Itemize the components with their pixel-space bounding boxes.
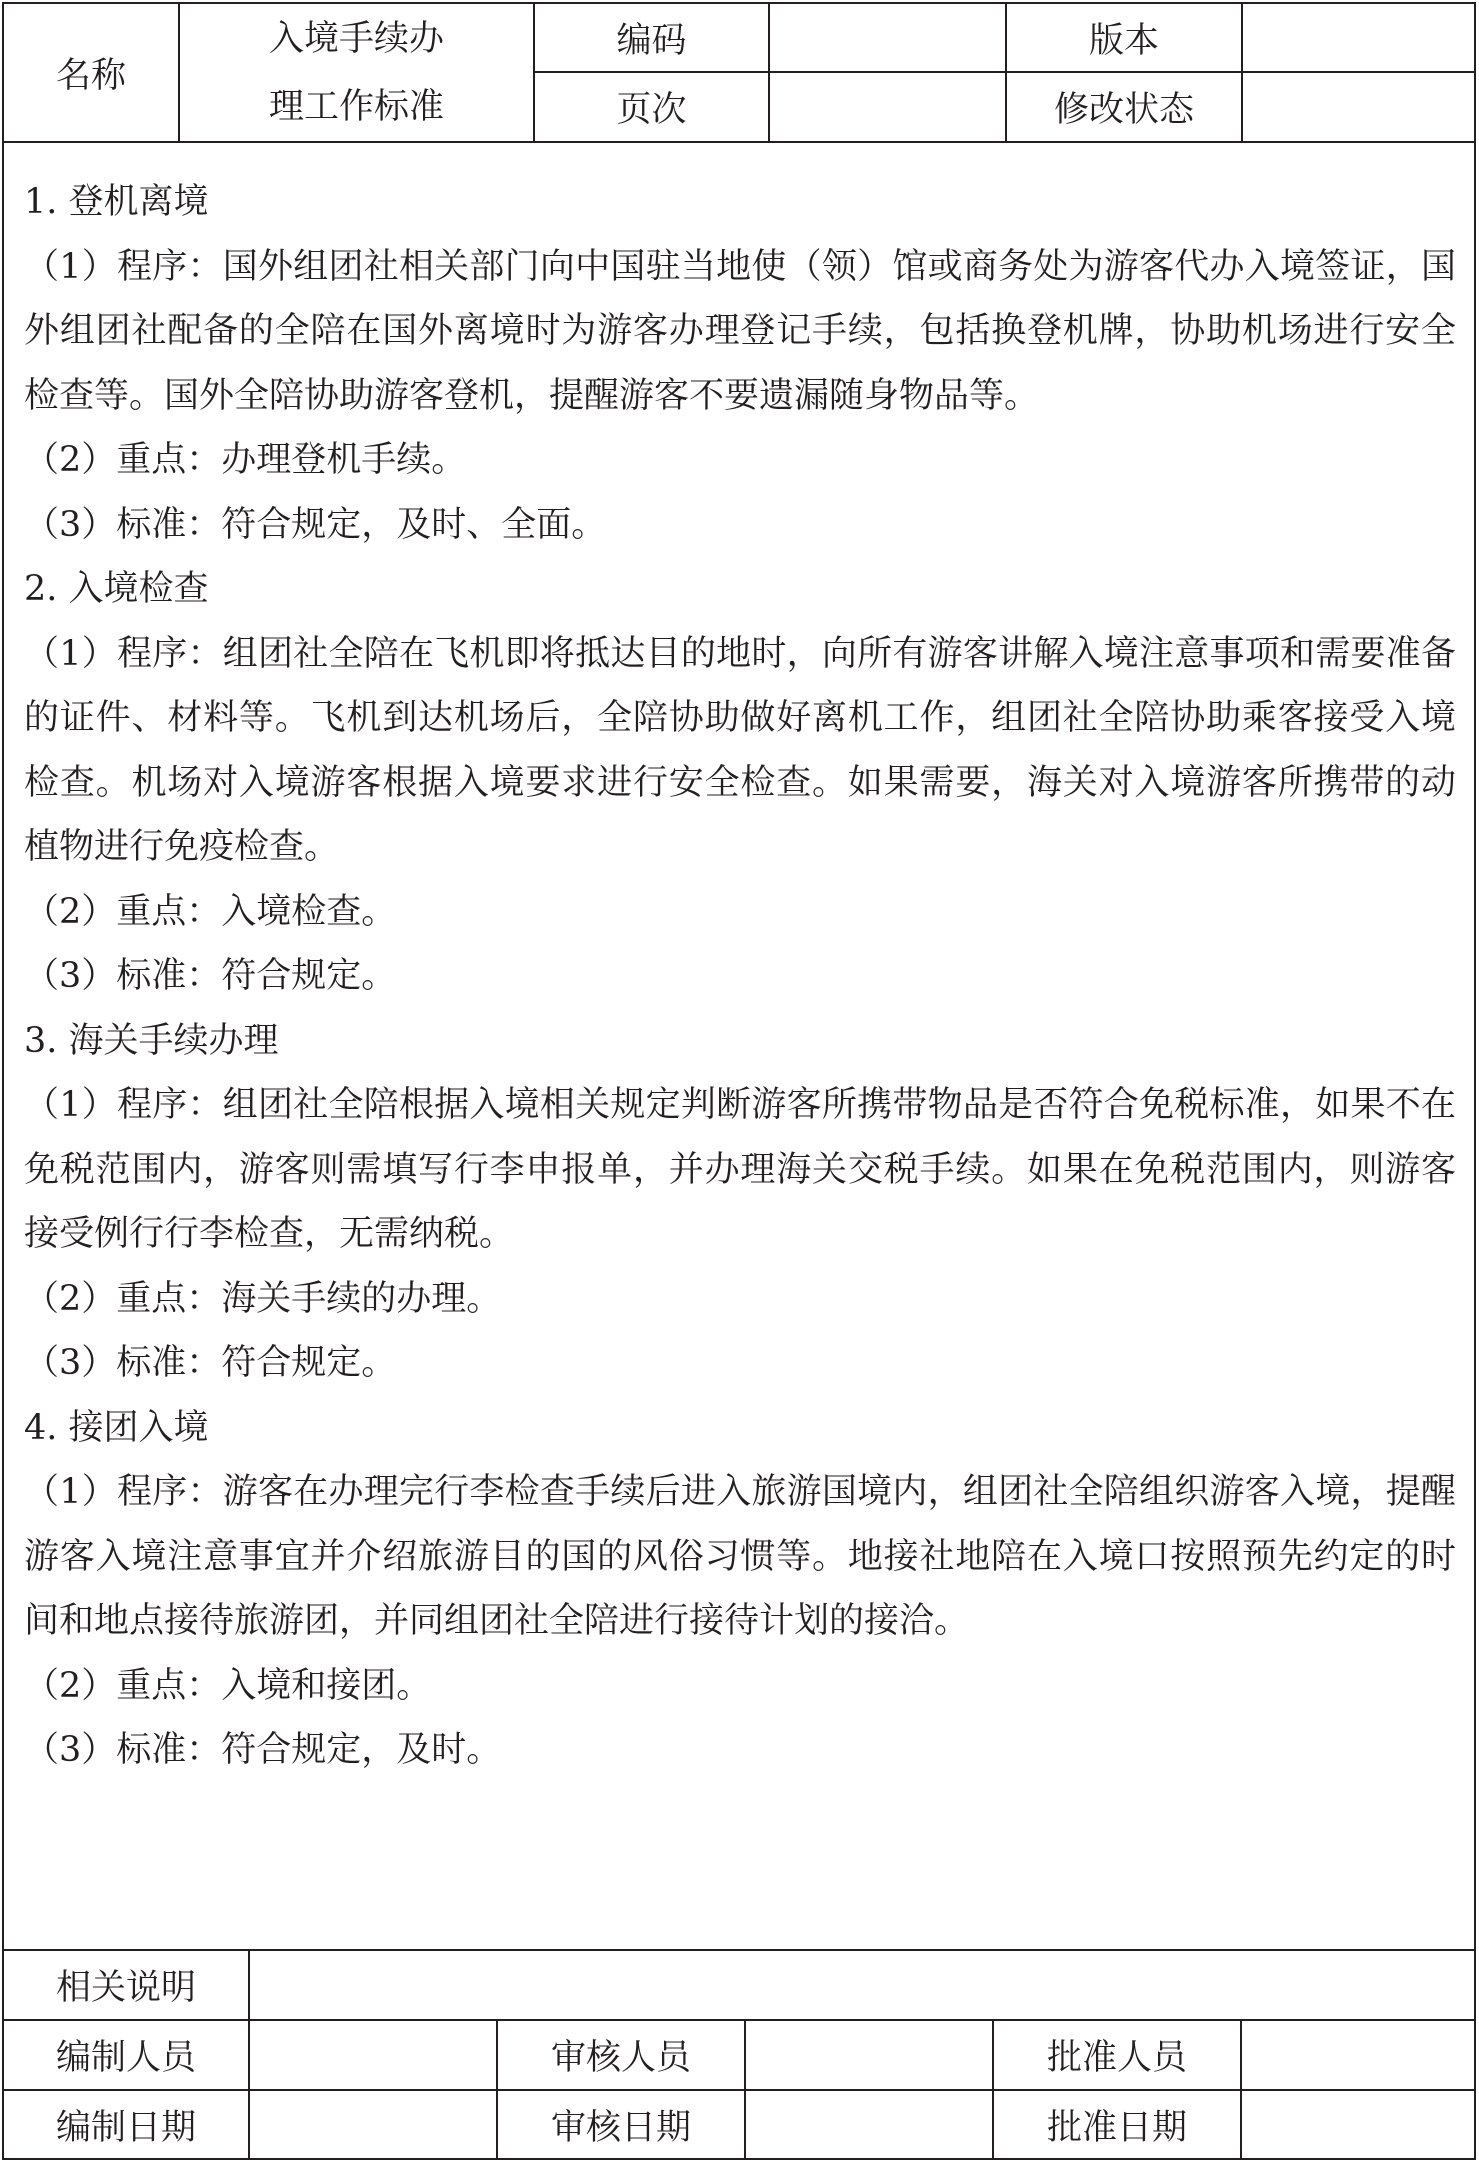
section-item: （2）重点：入境和接团。 xyxy=(24,1665,432,1706)
section-item: （1）程序：组团社全陪根据入境相关规定判断游客所携带物品是否符合免税标准，如果不在免税范围内，游客则需填写行李申报单，并办理海关交税手续。如果在免税范围内，则游客接受例行行李检查，无需纳税。 xyxy=(24,1085,1456,1254)
notes-value xyxy=(250,1951,1474,2019)
page-label: 页次 xyxy=(616,90,687,130)
compile-date-value xyxy=(250,2091,496,2159)
name-value xyxy=(180,4,533,141)
section-item: （1）程序：游客在办理完行李检查手续后进入旅游国境内，组团社全陪组织游客入境，提醒游客入境注意事宜并介绍旅游目的国的风俗习惯等。地接社地陪在入境口按照预先约定的时间和地点接待旅游团，并同组团社全陪进行接待计划的接洽。 xyxy=(24,1472,1456,1641)
code-value xyxy=(770,4,1005,71)
approve-date-value xyxy=(1242,2091,1474,2159)
approve-date-label: 批准日期 xyxy=(1046,2108,1187,2148)
notes-label: 相关说明 xyxy=(55,1968,196,2008)
section-title: 1. 登机离境 xyxy=(24,182,209,222)
code-label: 编码 xyxy=(616,20,687,61)
compiler-value xyxy=(250,2021,496,2089)
version-label: 版本 xyxy=(1088,20,1159,61)
section-item: （3）标准：符合规定，及时、全面。 xyxy=(24,504,607,545)
section-item: （3）标准：符合规定。 xyxy=(24,1343,397,1383)
review-date-value xyxy=(746,2091,992,2159)
standard-body xyxy=(24,170,1456,1783)
section-item: （2）重点：入境检查。 xyxy=(24,891,397,932)
section-item: （2）重点：海关手续的办理。 xyxy=(24,1278,502,1319)
revision-value xyxy=(1243,73,1474,141)
approver-value xyxy=(1242,2021,1474,2089)
section-item: （2）重点：办理登机手续。 xyxy=(24,440,467,480)
compiler-label: 编制人员 xyxy=(55,2038,196,2078)
section-title: 3. 海关手续办理 xyxy=(24,1020,279,1061)
name-value-line2: 理工作标准 xyxy=(268,86,444,127)
section-item: （1）程序：组团社全陪在飞机即将抵达目的地时，向所有游客讲解入境注意事项和需要准备的证件、材料等。飞机到达机场后，全陪协助做好离机工作，组团社全陪协助乘客接受入境检查。机场对入境游客根据入境要求进行安全检查。如果需要，海关对入境游客所携带的动植物进行免疫检查。 xyxy=(24,633,1456,867)
section-item: （3）标准：符合规定，及时。 xyxy=(24,1730,502,1770)
approver-label: 批准人员 xyxy=(1046,2038,1187,2078)
section-title: 2. 入境检查 xyxy=(24,569,209,609)
reviewer-value xyxy=(746,2021,992,2089)
compile-date-label: 编制日期 xyxy=(55,2108,196,2148)
page-value xyxy=(770,73,1005,141)
review-date-label: 审核日期 xyxy=(550,2108,691,2148)
section-title: 4. 接团入境 xyxy=(24,1407,209,1448)
reviewer-label: 审核人员 xyxy=(550,2038,691,2078)
version-value xyxy=(1243,4,1474,71)
revision-label: 修改状态 xyxy=(1053,90,1194,130)
name-label: 名称 xyxy=(55,55,126,96)
section-item: （3）标准：符合规定。 xyxy=(24,956,397,996)
name-value-line1: 入境手续办 xyxy=(268,18,444,59)
header-bottom-rule xyxy=(2,141,1476,143)
section-item: （1）程序：国外组团社相关部门向中国驻当地使（领）馆或商务处为游客代办入境签证，国外组团社配备的全陪在国外离境时为游客办理登记手续，包括换登机牌，协助机场进行安全检查等。国外全陪协助游客登机，提醒游客不要遗漏随身物品等。 xyxy=(24,246,1456,416)
